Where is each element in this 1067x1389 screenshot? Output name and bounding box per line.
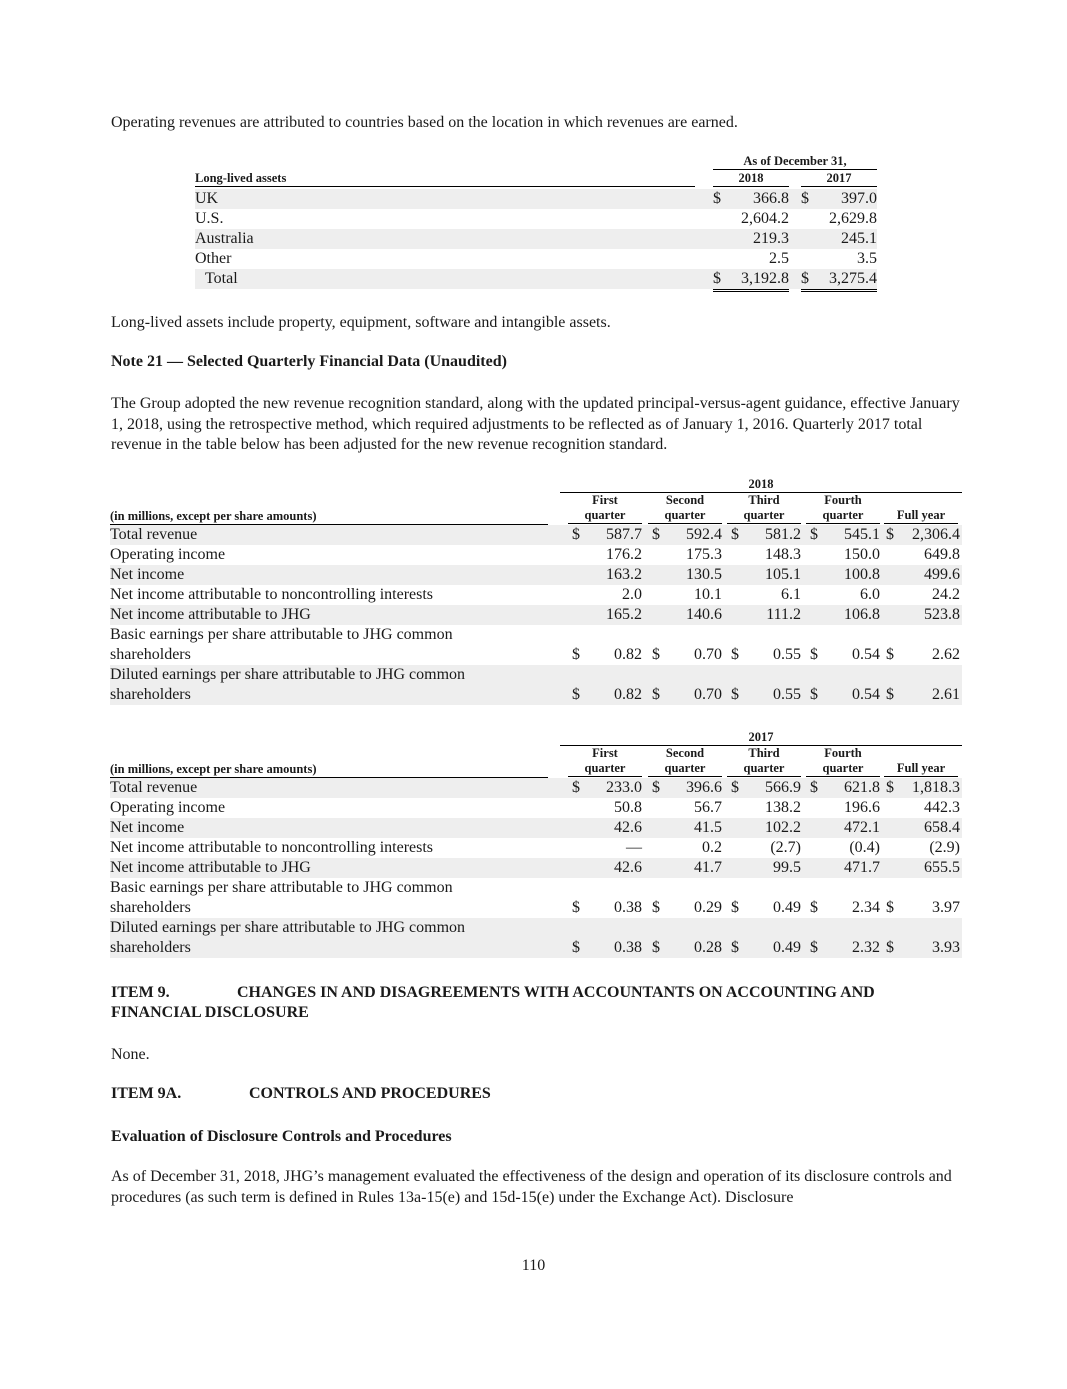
value: 3.5 bbox=[857, 250, 877, 267]
value: 105.1 bbox=[765, 566, 801, 583]
value: 0.54 bbox=[852, 686, 880, 703]
table-row bbox=[110, 625, 962, 665]
dollar-sign: $ bbox=[810, 526, 818, 543]
value: 245.1 bbox=[841, 230, 877, 247]
value: 523.8 bbox=[924, 606, 960, 623]
column-header-line1: Fourth bbox=[824, 746, 862, 760]
value-cell bbox=[731, 798, 801, 818]
row-label: Total revenue bbox=[110, 779, 198, 796]
value: 41.7 bbox=[694, 859, 722, 876]
note21-paragraph: The Group adopted the new revenue recognition standard, along with the updated principal-versus-agent guidance, effective January 1, 2018, using the retrospective method, which required adjustments to be reflected as of January 1, 2016. Quarterly 2017 total revenue in the table below has been adjusted for the new revenue recognition standard. bbox=[111, 395, 960, 453]
value-cell bbox=[810, 798, 880, 818]
table-row bbox=[110, 605, 962, 625]
row-label: Total revenue bbox=[110, 526, 198, 543]
value-cell bbox=[572, 645, 642, 665]
value-cell bbox=[810, 645, 880, 665]
column-header-1 bbox=[648, 746, 722, 777]
value-cell bbox=[810, 605, 880, 625]
value: 100.8 bbox=[844, 566, 880, 583]
value: 2.32 bbox=[852, 939, 880, 956]
table-row bbox=[110, 778, 962, 798]
value-cell bbox=[572, 898, 642, 918]
column-header-2 bbox=[727, 493, 801, 524]
value: 106.8 bbox=[844, 606, 880, 623]
value: 471.7 bbox=[844, 859, 880, 876]
value-cell bbox=[652, 565, 722, 585]
table-row bbox=[110, 858, 962, 878]
row-label: Net income bbox=[110, 566, 185, 583]
value: 0.28 bbox=[694, 939, 722, 956]
value-cell bbox=[572, 685, 642, 705]
table-header-span: As of December 31, bbox=[713, 153, 877, 170]
row-label: Other bbox=[195, 250, 232, 267]
value: 2.61 bbox=[932, 686, 960, 703]
value-cell bbox=[652, 858, 722, 878]
value-cell bbox=[810, 685, 880, 705]
value: 397.0 bbox=[841, 190, 877, 207]
item9a-number: ITEM 9A. bbox=[111, 1085, 182, 1102]
value-cell bbox=[652, 545, 722, 565]
value: 42.6 bbox=[614, 819, 642, 836]
value-cell bbox=[731, 565, 801, 585]
value: 0.49 bbox=[773, 899, 801, 916]
table-row bbox=[110, 525, 962, 545]
dollar-sign: $ bbox=[572, 939, 580, 956]
value-cell bbox=[886, 858, 960, 878]
item9a-title: CONTROLS AND PROCEDURES bbox=[249, 1085, 491, 1102]
value: 581.2 bbox=[765, 526, 801, 543]
column-header-line2: quarter bbox=[806, 761, 880, 777]
value: 42.6 bbox=[614, 859, 642, 876]
value-cell bbox=[886, 525, 960, 545]
table-row bbox=[110, 798, 962, 818]
value-cell bbox=[652, 898, 722, 918]
dollar-sign: $ bbox=[886, 686, 894, 703]
value-cell bbox=[886, 778, 960, 798]
column-header-line1 bbox=[884, 746, 958, 761]
value-cell bbox=[810, 585, 880, 606]
value: (2.7) bbox=[770, 839, 801, 856]
value: 56.7 bbox=[694, 799, 722, 816]
table-row bbox=[195, 229, 877, 249]
value-cell bbox=[810, 938, 880, 958]
dollar-sign: $ bbox=[801, 190, 809, 207]
table-row bbox=[110, 565, 962, 585]
dollar-sign: $ bbox=[731, 526, 739, 543]
row-label: Net income attributable to JHG bbox=[110, 859, 311, 876]
dollar-sign: $ bbox=[810, 779, 818, 796]
dollar-sign: $ bbox=[572, 686, 580, 703]
value: 3.97 bbox=[932, 899, 960, 916]
value-cell bbox=[652, 525, 722, 545]
value-cell-v2018 bbox=[713, 249, 789, 270]
dollar-sign: $ bbox=[731, 779, 739, 796]
column-header-line2: quarter bbox=[727, 761, 801, 777]
row-label: Net income bbox=[110, 819, 185, 836]
value-cell bbox=[731, 605, 801, 625]
value: 6.1 bbox=[781, 586, 801, 603]
value: 658.4 bbox=[924, 819, 960, 836]
value: 2.34 bbox=[852, 899, 880, 916]
dollar-sign: $ bbox=[731, 899, 739, 916]
value: 587.7 bbox=[606, 526, 642, 543]
value-cell bbox=[886, 605, 960, 625]
value-cell bbox=[886, 565, 960, 585]
long-lived-note: Long-lived assets include property, equipment, software and intangible assets. bbox=[111, 314, 611, 331]
value-cell bbox=[652, 938, 722, 958]
value-cell bbox=[572, 818, 642, 838]
row-label: Diluted earnings per share attributable to JHG common shareholders bbox=[110, 666, 466, 703]
value: 130.5 bbox=[686, 566, 722, 583]
value: 0.49 bbox=[773, 939, 801, 956]
page-number: 110 bbox=[521, 1257, 546, 1274]
dollar-sign: $ bbox=[810, 939, 818, 956]
value-cell bbox=[572, 858, 642, 878]
dollar-sign: $ bbox=[713, 190, 721, 207]
value-cell-v2017 bbox=[801, 229, 877, 249]
value: 2,306.4 bbox=[912, 526, 960, 543]
value: 175.3 bbox=[686, 546, 722, 563]
value: 102.2 bbox=[765, 819, 801, 836]
value: 233.0 bbox=[606, 779, 642, 796]
value: 2.5 bbox=[769, 250, 789, 267]
row-label: Basic earnings per share attributable to JHG common shareholders bbox=[110, 626, 453, 663]
value-cell bbox=[886, 798, 960, 818]
table-year-header: 2017 bbox=[560, 730, 962, 746]
value-cell-v2017 bbox=[801, 189, 877, 209]
item9-title-line1: CHANGES IN AND DISAGREEMENTS WITH ACCOUNTANTS ON ACCOUNTING AND bbox=[237, 984, 875, 1001]
column-header-2018: 2018 bbox=[713, 170, 789, 187]
row-label: Operating income bbox=[110, 799, 226, 816]
dollar-sign: $ bbox=[572, 899, 580, 916]
value: 50.8 bbox=[614, 799, 642, 816]
value-cell bbox=[810, 838, 880, 859]
value-cell bbox=[810, 898, 880, 918]
value: 196.6 bbox=[844, 799, 880, 816]
column-header-4 bbox=[884, 746, 958, 777]
value-cell bbox=[731, 778, 801, 798]
column-header-line2: quarter bbox=[568, 508, 642, 524]
value: 0.54 bbox=[852, 646, 880, 663]
value-cell bbox=[572, 778, 642, 798]
dollar-sign: $ bbox=[886, 939, 894, 956]
value-cell bbox=[731, 585, 801, 606]
column-header-line2: quarter bbox=[568, 761, 642, 777]
value: 2.62 bbox=[932, 646, 960, 663]
value: 649.8 bbox=[924, 546, 960, 563]
table-row bbox=[195, 189, 877, 209]
row-label-header: (in millions, except per share amounts) bbox=[110, 762, 548, 778]
column-header-line2: Full year bbox=[884, 508, 958, 524]
value-cell-v2018 bbox=[713, 209, 789, 229]
value: 0.38 bbox=[614, 899, 642, 916]
dollar-sign: $ bbox=[652, 779, 660, 796]
column-header-line2: quarter bbox=[648, 508, 722, 524]
row-label: Net income attributable to noncontrolling interests bbox=[110, 839, 434, 856]
dollar-sign: $ bbox=[886, 526, 894, 543]
value-cell bbox=[731, 818, 801, 838]
dollar-sign: $ bbox=[810, 899, 818, 916]
table-row bbox=[110, 665, 962, 705]
value-cell bbox=[886, 685, 960, 705]
column-header-line1: First bbox=[592, 493, 618, 507]
value: 396.6 bbox=[686, 779, 722, 796]
table-row bbox=[110, 818, 962, 838]
value: — bbox=[626, 839, 642, 856]
column-header-label: Long-lived assets bbox=[195, 170, 695, 187]
column-header-1 bbox=[648, 493, 722, 524]
value: 3,275.4 bbox=[829, 270, 877, 287]
table-row bbox=[110, 838, 962, 858]
evaluation-heading: Evaluation of Disclosure Controls and Procedures bbox=[111, 1128, 452, 1145]
value-cell bbox=[652, 778, 722, 798]
value: 545.1 bbox=[844, 526, 880, 543]
value-cell bbox=[572, 605, 642, 625]
value-cell bbox=[886, 838, 960, 859]
value: 0.70 bbox=[694, 686, 722, 703]
value-cell bbox=[886, 818, 960, 838]
value: 10.1 bbox=[694, 586, 722, 603]
value: 148.3 bbox=[765, 546, 801, 563]
value-cell bbox=[572, 585, 642, 606]
dollar-sign: $ bbox=[572, 779, 580, 796]
column-header-0 bbox=[568, 746, 642, 777]
value-cell-v2017 bbox=[801, 209, 877, 229]
dollar-sign: $ bbox=[886, 779, 894, 796]
dollar-sign: $ bbox=[886, 646, 894, 663]
value: 0.55 bbox=[773, 646, 801, 663]
table-row bbox=[110, 585, 962, 605]
value-cell bbox=[652, 798, 722, 818]
value-cell bbox=[886, 938, 960, 958]
dollar-sign: $ bbox=[810, 686, 818, 703]
column-header-line1: Second bbox=[665, 493, 705, 507]
value: 2.0 bbox=[622, 586, 642, 603]
row-label: Basic earnings per share attributable to JHG common shareholders bbox=[110, 879, 453, 916]
column-header-line1: Fourth bbox=[824, 493, 862, 507]
value: 2,604.2 bbox=[741, 210, 789, 227]
value-cell bbox=[731, 938, 801, 958]
value-cell bbox=[810, 818, 880, 838]
value-cell bbox=[731, 645, 801, 665]
item9-title-line2: FINANCIAL DISCLOSURE bbox=[111, 1004, 309, 1021]
table-row bbox=[110, 918, 962, 958]
value-cell bbox=[572, 525, 642, 545]
value-cell-v2017 bbox=[801, 269, 877, 292]
dollar-sign: $ bbox=[731, 686, 739, 703]
value-cell bbox=[572, 838, 642, 859]
value-cell bbox=[731, 525, 801, 545]
value: (2.9) bbox=[929, 839, 960, 856]
note21-heading: Note 21 — Selected Quarterly Financial Data (Unaudited) bbox=[111, 353, 507, 370]
value-cell bbox=[731, 898, 801, 918]
column-header-line2: quarter bbox=[727, 508, 801, 524]
value-cell bbox=[810, 565, 880, 585]
value: 0.2 bbox=[702, 839, 722, 856]
value: 140.6 bbox=[686, 606, 722, 623]
column-header-4 bbox=[884, 493, 958, 524]
value-cell bbox=[886, 545, 960, 565]
value-cell bbox=[652, 838, 722, 859]
value-cell bbox=[886, 585, 960, 606]
value: 165.2 bbox=[606, 606, 642, 623]
value-cell bbox=[731, 838, 801, 859]
dollar-sign: $ bbox=[731, 939, 739, 956]
value-cell bbox=[810, 525, 880, 545]
value-cell bbox=[652, 685, 722, 705]
row-label: Total bbox=[205, 270, 238, 287]
value-cell-v2018 bbox=[713, 229, 789, 249]
value: 3,192.8 bbox=[741, 270, 789, 287]
table-row bbox=[195, 209, 877, 229]
row-label: U.S. bbox=[195, 210, 224, 227]
dollar-sign: $ bbox=[713, 270, 721, 287]
dollar-sign: $ bbox=[652, 526, 660, 543]
value-cell bbox=[886, 645, 960, 665]
value-cell bbox=[572, 565, 642, 585]
table-row bbox=[110, 545, 962, 565]
value-cell-v2018 bbox=[713, 269, 789, 292]
value-cell bbox=[731, 685, 801, 705]
value-cell bbox=[572, 545, 642, 565]
value: 655.5 bbox=[924, 859, 960, 876]
value: 24.2 bbox=[932, 586, 960, 603]
value: 0.38 bbox=[614, 939, 642, 956]
value-cell bbox=[731, 545, 801, 565]
value: 442.3 bbox=[924, 799, 960, 816]
value: 0.55 bbox=[773, 686, 801, 703]
column-header-line1 bbox=[884, 493, 958, 508]
value: 621.8 bbox=[844, 779, 880, 796]
row-label: Net income attributable to JHG bbox=[110, 606, 311, 623]
value: 163.2 bbox=[606, 566, 642, 583]
value: 0.70 bbox=[694, 646, 722, 663]
table-row bbox=[110, 878, 962, 918]
value: 0.29 bbox=[694, 899, 722, 916]
table-header-row bbox=[195, 170, 877, 186]
column-header-line1: Second bbox=[665, 746, 705, 760]
column-header-2017: 2017 bbox=[801, 170, 877, 187]
column-header-line2: Full year bbox=[884, 761, 958, 777]
dollar-sign: $ bbox=[652, 686, 660, 703]
value: 566.9 bbox=[765, 779, 801, 796]
value: 138.2 bbox=[765, 799, 801, 816]
column-header-3 bbox=[806, 493, 880, 524]
value: 0.82 bbox=[614, 646, 642, 663]
column-header-0 bbox=[568, 493, 642, 524]
dollar-sign: $ bbox=[572, 646, 580, 663]
column-header-line1: Third bbox=[748, 746, 780, 760]
row-label-header: (in millions, except per share amounts) bbox=[110, 509, 548, 525]
value-cell bbox=[886, 898, 960, 918]
value: 111.2 bbox=[766, 606, 801, 623]
table-row bbox=[195, 269, 877, 289]
value-cell bbox=[572, 938, 642, 958]
column-header-2 bbox=[727, 746, 801, 777]
value: 6.0 bbox=[860, 586, 880, 603]
intro-paragraph: Operating revenues are attributed to countries based on the location in which revenues are earned. bbox=[111, 114, 738, 131]
table-year-header: 2018 bbox=[560, 477, 962, 493]
column-header-line2: quarter bbox=[806, 508, 880, 524]
value: 99.5 bbox=[773, 859, 801, 876]
value-cell bbox=[652, 605, 722, 625]
value: 219.3 bbox=[753, 230, 789, 247]
value-cell-v2018 bbox=[713, 189, 789, 209]
value: 2,629.8 bbox=[829, 210, 877, 227]
row-label: Diluted earnings per share attributable to JHG common shareholders bbox=[110, 919, 466, 956]
column-header-line1: Third bbox=[748, 493, 780, 507]
value: 592.4 bbox=[686, 526, 722, 543]
value: 3.93 bbox=[932, 939, 960, 956]
value-cell bbox=[572, 798, 642, 818]
value: 41.5 bbox=[694, 819, 722, 836]
value-cell bbox=[810, 778, 880, 798]
row-label: Net income attributable to noncontrolling interests bbox=[110, 586, 434, 603]
column-header-line1: First bbox=[592, 746, 618, 760]
value: 176.2 bbox=[606, 546, 642, 563]
value-cell bbox=[731, 858, 801, 878]
dollar-sign: $ bbox=[801, 270, 809, 287]
value-cell bbox=[652, 818, 722, 838]
value: (0.4) bbox=[849, 839, 880, 856]
dollar-sign: $ bbox=[652, 939, 660, 956]
dollar-sign: $ bbox=[652, 646, 660, 663]
value: 150.0 bbox=[844, 546, 880, 563]
item9-number: ITEM 9. bbox=[111, 984, 170, 1001]
dollar-sign: $ bbox=[572, 526, 580, 543]
dollar-sign: $ bbox=[810, 646, 818, 663]
value-cell-v2017 bbox=[801, 249, 877, 270]
value-cell bbox=[652, 585, 722, 606]
row-label: UK bbox=[195, 190, 219, 207]
value: 499.6 bbox=[924, 566, 960, 583]
item9-body: None. bbox=[111, 1046, 150, 1063]
dollar-sign: $ bbox=[652, 899, 660, 916]
value: 366.8 bbox=[753, 190, 789, 207]
dollar-sign: $ bbox=[886, 899, 894, 916]
evaluation-paragraph: As of December 31, 2018, JHG’s management evaluated the effectiveness of the design and operation of its disclosure controls and procedures (as such term is defined in Rules 13a-15(e) and 15d-15(e) under the Exchange Act). Disclosure bbox=[111, 1168, 952, 1206]
value: 0.82 bbox=[614, 686, 642, 703]
value-cell bbox=[810, 858, 880, 878]
column-header-line2: quarter bbox=[648, 761, 722, 777]
value: 472.1 bbox=[844, 819, 880, 836]
value-cell bbox=[810, 545, 880, 565]
table-row bbox=[195, 249, 877, 269]
value: 1,818.3 bbox=[912, 779, 960, 796]
row-label: Australia bbox=[195, 230, 254, 247]
column-header-3 bbox=[806, 746, 880, 777]
row-label: Operating income bbox=[110, 546, 226, 563]
value-cell bbox=[652, 645, 722, 665]
dollar-sign: $ bbox=[731, 646, 739, 663]
